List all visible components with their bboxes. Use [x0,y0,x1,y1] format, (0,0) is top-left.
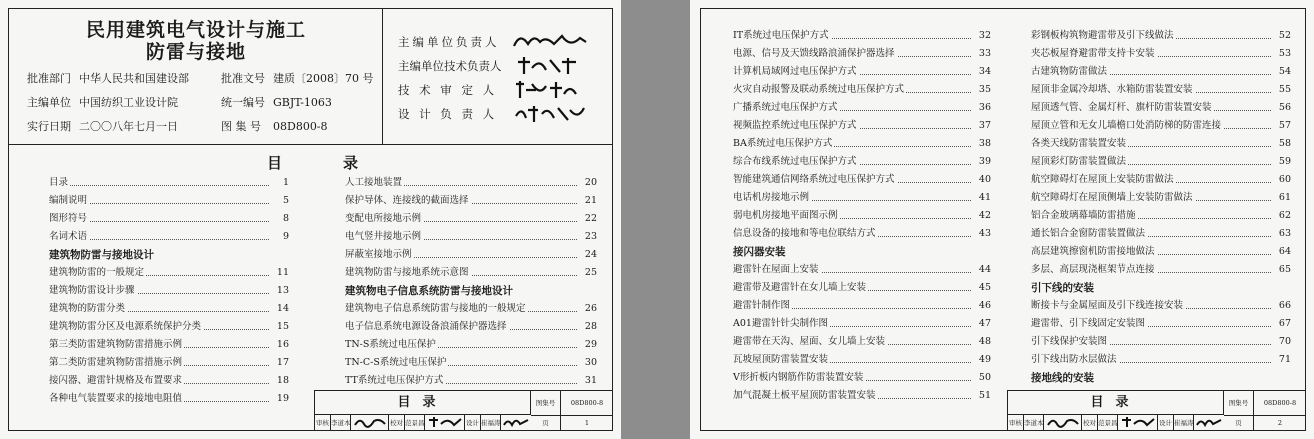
toc-entry-title: 电话机房接地示例 [733,189,811,207]
atlas-page-2 [690,0,1314,439]
checker-name: 范景昌 [405,415,425,431]
toc-entry [49,390,289,408]
toc-column-page1-left [49,174,289,408]
toc-entry-title: IT系统过电压保护方式 [733,27,831,45]
toc-entry-title: 建筑物防雷分区及电源系统保护分类 [49,318,203,336]
toc-entry-page: 37 [971,117,991,135]
toc-entry-page: 67 [1271,315,1291,333]
designer-signature [501,415,531,431]
reviewer-signature [351,415,389,431]
toc-entry [345,318,597,336]
toc-entry-title: 避雷带在天沟、屋面、女儿墙上安装 [733,333,887,351]
toc-entry-page: 35 [971,81,991,99]
title-block-page1 [314,390,612,430]
effective-date: 实行日期 二〇〇八年七月一日 [27,120,178,133]
toc-entry [733,225,991,243]
toc-entry-page: 65 [1271,261,1291,279]
toc-entry-title: 接地线的安装 [1031,369,1096,387]
cover-header-info [9,9,383,145]
toc-entry [1031,225,1291,243]
reviewer-name: 李道本 [1024,415,1044,431]
toc-entry [733,81,991,99]
toc-entry-page: 1 [269,174,289,192]
toc-entry-title: 古建筑物防雷做法 [1031,63,1109,81]
toc-entry-page: 52 [1271,27,1291,45]
toc-entry-page: 33 [971,45,991,63]
toc-entry-title: 名词术语 [49,228,89,246]
toc-entry [1031,135,1291,153]
toc-entry [1031,351,1291,369]
toc-entry-page: 18 [269,372,289,390]
toc-entry [733,333,991,351]
toc-entry-page: 71 [1271,351,1291,369]
signature-4 [510,102,590,124]
toc-entry [733,207,991,225]
toc-column-page2-right [1031,27,1291,387]
signoff-design-lead: 设 计 负 责 人 [398,107,498,121]
toc-entry-title: 航空障碍灯在屋顶上安装防雷做法 [1031,171,1176,189]
toc-entry-title: V形折板内钢筋作防雷装置安装 [733,369,865,387]
toc-entry-page: 60 [1271,171,1291,189]
design-label: 设计 [465,415,481,431]
toc-entry [49,318,289,336]
toc-entry [733,153,991,171]
reviewer-name: 李道本 [331,415,351,431]
toc-entry-page: 49 [971,351,991,369]
toc-entry-title: 屏蔽室接地示例 [345,246,414,264]
toc-entry-title: 彩钢板构筑物避雷带及引下线做法 [1031,27,1176,45]
toc-entry-title: 信息设备的接地和等电位联结方式 [733,225,878,243]
toc-section-heading [1031,279,1291,297]
toc-entry-page: 44 [971,261,991,279]
toc-entry [1031,45,1291,63]
toc-entry-title: 瓦坡屋顶防雷装置安装 [733,351,830,369]
toc-entry-title: 航空障碍灯在屋顶侧墙上安装防雷做法 [1031,189,1195,207]
toc-entry-title: 建筑物防雷与接地设计 [49,246,156,264]
toc-entry-page: 13 [269,282,289,300]
toc-entry-title: 第二类防雷建筑物防雷措施示例 [49,354,184,372]
checker-signature [425,415,465,431]
toc-entry [733,351,991,369]
toc-entry-page: 59 [1271,153,1291,171]
toc-entry-page: 62 [1271,207,1291,225]
toc-entry-page: 8 [269,210,289,228]
toc-entry-page: 66 [1271,297,1291,315]
toc-column-page2-left [733,27,991,405]
page-2-frame [700,8,1306,431]
check-label: 校对 [1082,415,1098,431]
toc-entry-page: 30 [577,354,597,372]
toc-entry-page: 46 [971,297,991,315]
toc-entry [1031,171,1291,189]
toc-entry-page: 5 [269,192,289,210]
toc-entry [345,192,597,210]
toc-entry-page: 41 [971,189,991,207]
toc-entry-title: 加气混凝土板平屋顶防雷装置安装 [733,387,878,405]
toc-entry [733,387,991,405]
toc-entry [49,282,289,300]
signature-row [1008,415,1224,431]
toc-section-heading [733,243,991,261]
toc-entry [733,45,991,63]
toc-entry [49,300,289,318]
toc-entry-title: 避雷带、引下线固定安装图 [1031,315,1147,333]
toc-entry-title: TT系统过电压保护方式 [345,372,445,390]
toc-entry-title: 通长铝合金窗防雷装置做法 [1031,225,1147,243]
toc-entry-page: 63 [1271,225,1291,243]
toc-entry [733,297,991,315]
toc-entry-page: 34 [971,63,991,81]
toc-entry-page: 19 [269,390,289,408]
atlas-no-value: 08D800-8 [570,399,604,407]
toc-entry-title: 视频监控系统过电压保护方式 [733,117,859,135]
toc-entry-page: 28 [577,318,597,336]
page-number: 2 [1277,419,1283,427]
toc-entry [345,246,597,264]
unified-number: 统一编号 GBJT-1063 [221,96,332,109]
toc-entry [49,354,289,372]
toc-entry-title: 建筑物防雷与接地系统示意图 [345,264,471,282]
toc-entry-title: 变配电所接地示例 [345,210,423,228]
toc-entry-title: 屋顶立管和无女儿墙檐口处消防梯的防雷连接 [1031,117,1223,135]
toc-entry-title: 高层建筑擦窗机防雷接地做法 [1031,243,1157,261]
toc-entry [1031,153,1291,171]
signoff-chief-editor: 主编单位负责人 [398,35,500,49]
toc-entry-title: TN-S系统过电压保护 [345,336,438,354]
toc-entry-page: 43 [971,225,991,243]
toc-entry-page: 54 [1271,63,1291,81]
page-label: 页 [531,415,561,431]
toc-entry-title: 建筑物防雷的一般规定 [49,264,146,282]
toc-entry-page: 40 [971,171,991,189]
toc-entry-page: 26 [577,300,597,318]
toc-entry [733,135,991,153]
toc-entry-page: 64 [1271,243,1291,261]
title-block-page2 [1007,390,1305,430]
toc-entry [345,336,597,354]
toc-entry-title: 各种电气装置要求的接地电阻值 [49,390,184,408]
toc-entry-title: 火灾自动报警及联动系统过电压保护方式 [733,81,906,99]
toc-entry-page: 17 [269,354,289,372]
toc-entry [345,264,597,282]
toc-entry-title: 计算机局域网过电压保护方式 [733,63,859,81]
toc-entry [1031,189,1291,207]
toc-entry-page: 36 [971,99,991,117]
toc-entry [733,63,991,81]
page-number: 1 [584,419,590,427]
toc-entry-page: 14 [269,300,289,318]
toc-entry [1031,243,1291,261]
design-label: 设计 [1158,415,1174,431]
toc-column-page1-right [345,174,597,390]
toc-section-heading [49,246,289,264]
toc-entry-title: BA系统过电压保护方式 [733,135,834,153]
toc-entry-page: 20 [577,174,597,192]
toc-entry [733,261,991,279]
toc-entry-title: A01避雷针针尖制作图 [733,315,830,333]
signature-1 [510,30,590,52]
signoff-tech-lead: 主编单位技术负责人 [398,59,502,73]
toc-entry-title: 电气竖井接地示例 [345,228,423,246]
toc-entry-title: 引下线出防水层做法 [1031,351,1119,369]
toc-entry-page: 39 [971,153,991,171]
toc-entry-title: 铝合金玻璃幕墙防雷措施 [1031,207,1138,225]
toc-entry-page: 29 [577,336,597,354]
toc-entry-page: 11 [269,264,289,282]
toc-entry-title: 电子信息系统电源设备浪涌保护器选择 [345,318,509,336]
toc-entry-page: 50 [971,369,991,387]
atlas-title: 民用建筑电气设计与施工 [85,19,306,41]
toc-entry [345,354,597,372]
toc-entry-page: 48 [971,333,991,351]
toc-entry-page: 23 [577,228,597,246]
designer-name: 崔福涛 [1174,415,1194,431]
toc-entry-page: 58 [1271,135,1291,153]
checker-signature [1118,415,1158,431]
reviewer-signature [1044,415,1082,431]
toc-entry [49,336,289,354]
atlas-no-label: 图集号 [531,391,561,415]
designer-name: 崔福涛 [481,415,501,431]
toc-entry-title: 屋顶非金属冷却塔、水箱防雷装置安装 [1031,81,1195,99]
toc-entry-title: 图形符号 [49,210,89,228]
toc-entry-title: 弱电机房接地平面图示例 [733,207,840,225]
toc-entry [49,174,289,192]
toc-entry-page: 53 [1271,45,1291,63]
toc-entry-title: 断接卡与金属屋面及引下线连接安装 [1031,297,1185,315]
toc-entry-page: 31 [577,372,597,390]
toc-entry [1031,81,1291,99]
toc-entry-page: 32 [971,27,991,45]
toc-entry [733,171,991,189]
toc-entry [345,300,597,318]
toc-entry-title: 各类天线防雷装置安装 [1031,135,1128,153]
toc-entry-title: 接闪器安装 [733,243,788,261]
toc-entry [733,279,991,297]
toc-entry [1031,207,1291,225]
toc-entry-title: 人工接地装置 [345,174,404,192]
toc-entry-title: 避雷针在屋面上安装 [733,261,821,279]
toc-entry [1031,99,1291,117]
toc-entry-title: 避雷针制作图 [733,297,792,315]
toc-leader-dots [49,174,269,186]
toc-entry [733,189,991,207]
toc-entry [733,99,991,117]
toc-entry [733,369,991,387]
approval-number: 批准文号 建质〔2008〕70 号 [221,72,374,85]
toc-entry [733,315,991,333]
signoff-tech-approver: 技 术 审 定 人 [398,83,498,97]
toc-entry-title: 保护导体、连接线的截面选择 [345,192,471,210]
toc-entry-title: 避雷带及避雷针在女儿墙上安装 [733,279,868,297]
toc-entry-page: 70 [1271,333,1291,351]
toc-entry [733,117,991,135]
toc-entry [345,174,597,192]
toc-entry-title: 建筑物电子信息系统防雷与接地设计 [345,282,515,300]
toc-entry-title: 屋顶透气管、金属灯杆、旗杆防雷装置安装 [1031,99,1214,117]
designer-signature [1194,415,1224,431]
toc-entry-page: 38 [971,135,991,153]
editor-unit: 主编单位 中国纺织工业设计院 [27,96,178,109]
toc-entry [49,192,289,210]
atlas-page-1 [0,0,621,439]
toc-entry-page: 61 [1271,189,1291,207]
toc-entry-page: 24 [577,246,597,264]
toc-entry-page: 51 [971,387,991,405]
toc-entry-title: TN-C-S系统过电压保护 [345,354,448,372]
signature-2 [510,54,590,76]
toc-entry-page: 47 [971,315,991,333]
toc-entry [1031,261,1291,279]
toc-entry-title: 第三类防雷建筑物防雷措施示例 [49,336,184,354]
toc-entry [345,228,597,246]
review-label: 审核 [1008,415,1024,431]
toc-entry [49,372,289,390]
toc-entry-page: 56 [1271,99,1291,117]
toc-entry-title: 多层、高层现浇框架节点连接 [1031,261,1157,279]
toc-entry-page: 42 [971,207,991,225]
toc-heading-lu: 录 [343,154,359,172]
toc-section-heading [1031,369,1291,387]
signature-3 [510,78,590,100]
toc-entry [49,228,289,246]
toc-entry-title: 综合布线系统过电压保护方式 [733,153,859,171]
toc-entry-page: 16 [269,336,289,354]
toc-entry-page: 15 [269,318,289,336]
toc-entry-page: 45 [971,279,991,297]
title-block-title: 目录 [1008,391,1224,415]
toc-entry-title: 广播系统过电压保护方式 [733,99,840,117]
checker-name: 范景昌 [1098,415,1118,431]
toc-entry-page: 22 [577,210,597,228]
atlas-no-value: 08D800-8 [1263,399,1297,407]
toc-entry [1031,63,1291,81]
page-label: 页 [1224,415,1254,431]
check-label: 校对 [389,415,405,431]
atlas-subtitle: 防雷与接地 [145,41,246,63]
review-label: 审核 [315,415,331,431]
toc-entry-title: 智能建筑通信网络系统过电压保护方式 [733,171,897,189]
atlas-no-label: 图集号 [1224,391,1254,415]
toc-entry [49,210,289,228]
atlas-number: 图 集 号 08D800-8 [221,120,328,133]
toc-entry [1031,297,1291,315]
toc-entry [733,27,991,45]
toc-entry [345,210,597,228]
toc-entry-title: 建筑物的防雷分类 [49,300,127,318]
toc-entry-title: 电源、信号及天馈线路浪涌保护器选择 [733,45,897,63]
toc-entry-title: 建筑物电子信息系统防雷与接地的一般规定 [345,300,528,318]
title-block-title: 目录 [315,391,531,415]
toc-entry-title: 接闪器、避雷针规格及布置要求 [49,372,184,390]
toc-entry-title: 建筑物防雷设计步骤 [49,282,137,300]
toc-section-heading [345,282,597,300]
toc-entry [49,264,289,282]
toc-entry-title: 引下线保护安装图 [1031,333,1109,351]
toc-entry-page: 57 [1271,117,1291,135]
toc-entry-title: 夹芯板屋脊避雷带支持卡安装 [1031,45,1157,63]
toc-entry-title: 目录 [49,174,70,192]
toc-entry-title: 屋顶彩灯防雷装置做法 [1031,153,1128,171]
toc-entry-title: 编制说明 [49,192,89,210]
toc-entry-title: 引下线的安装 [1031,279,1096,297]
approval-dept: 批准部门 中华人民共和国建设部 [27,72,189,85]
toc-entry-page: 9 [269,228,289,246]
toc-entry-page: 25 [577,264,597,282]
toc-entry [1031,117,1291,135]
toc-entry [1031,333,1291,351]
toc-entry-page: 55 [1271,81,1291,99]
toc-heading-mu: 目 [267,154,283,172]
toc-entry [1031,315,1291,333]
signature-row [315,415,531,431]
toc-entry [345,372,597,390]
toc-entry [1031,27,1291,45]
toc-entry-page: 21 [577,192,597,210]
